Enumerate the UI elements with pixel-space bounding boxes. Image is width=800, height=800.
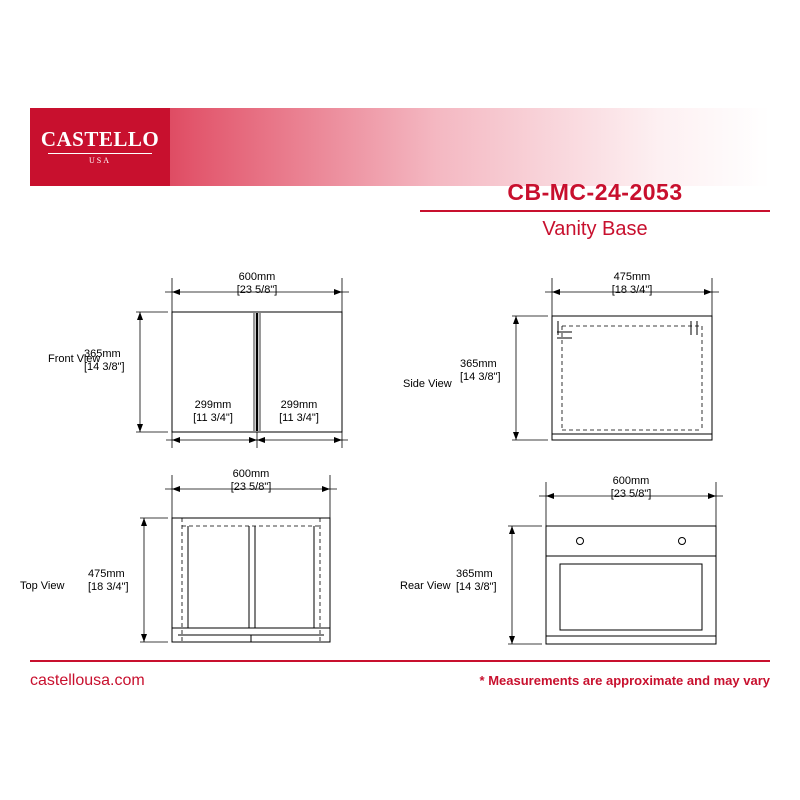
rear-width-mm: 600mm: [612, 475, 650, 487]
side-width-mm: 475mm: [613, 271, 651, 283]
top-width-mm: 600mm: [232, 468, 270, 480]
front-height-in: [14 3/8"]: [84, 360, 125, 373]
side-height-mm: 365mm: [460, 358, 497, 370]
side-width-in: [18 3/4"]: [611, 283, 653, 296]
front-right-door-in: [11 3/4"]: [279, 411, 319, 424]
front-left-door-dimension: [175, 399, 251, 424]
front-left-door-in: [11 3/4"]: [193, 411, 233, 424]
front-view: [0, 0, 400, 470]
rear-view: [400, 440, 800, 670]
top-view: [0, 440, 400, 670]
top-depth-dimension: [88, 568, 140, 593]
product-name: Vanity Base: [542, 218, 648, 241]
top-width-in: [23 5/8"]: [230, 480, 272, 493]
logo-name-text: CASTELLO: [40, 127, 160, 151]
front-view-label: Front View: [48, 353, 101, 365]
website-link[interactable]: castellousa.com: [30, 672, 145, 689]
front-height-mm: 365mm: [84, 348, 121, 360]
rear-height-dimension: [456, 568, 508, 593]
front-width-dimension: [197, 271, 317, 296]
side-height-dimension: [460, 358, 512, 383]
rear-width-in: [23 5/8"]: [610, 487, 652, 500]
front-width-mm: 600mm: [238, 271, 276, 283]
top-depth-mm: 475mm: [88, 568, 125, 580]
measurement-disclaimer: * Measurements are approximate and may vary: [479, 673, 770, 688]
model-number: CB-MC-24-2053: [507, 179, 683, 205]
side-width-dimension: [572, 271, 692, 296]
front-width-in: [23 5/8"]: [236, 283, 278, 296]
top-depth-in: [18 3/4"]: [88, 580, 129, 593]
side-view-label: Side View: [403, 378, 452, 390]
side-view: [400, 0, 800, 470]
rear-height-mm: 365mm: [456, 568, 493, 580]
footer-divider: [30, 660, 770, 662]
front-left-door-mm: 299mm: [194, 399, 232, 411]
front-right-door-mm: 299mm: [280, 399, 318, 411]
front-right-door-dimension: [261, 399, 337, 424]
top-width-dimension: [191, 468, 311, 493]
rear-height-in: [14 3/8"]: [456, 580, 497, 593]
side-view-drawing: [400, 0, 800, 470]
side-height-in: [14 3/8"]: [460, 370, 501, 383]
logo-sub-text: USA: [88, 156, 111, 165]
top-view-label: Top View: [20, 580, 65, 592]
rear-view-label: Rear View: [400, 580, 451, 592]
rear-width-dimension: [571, 475, 691, 500]
